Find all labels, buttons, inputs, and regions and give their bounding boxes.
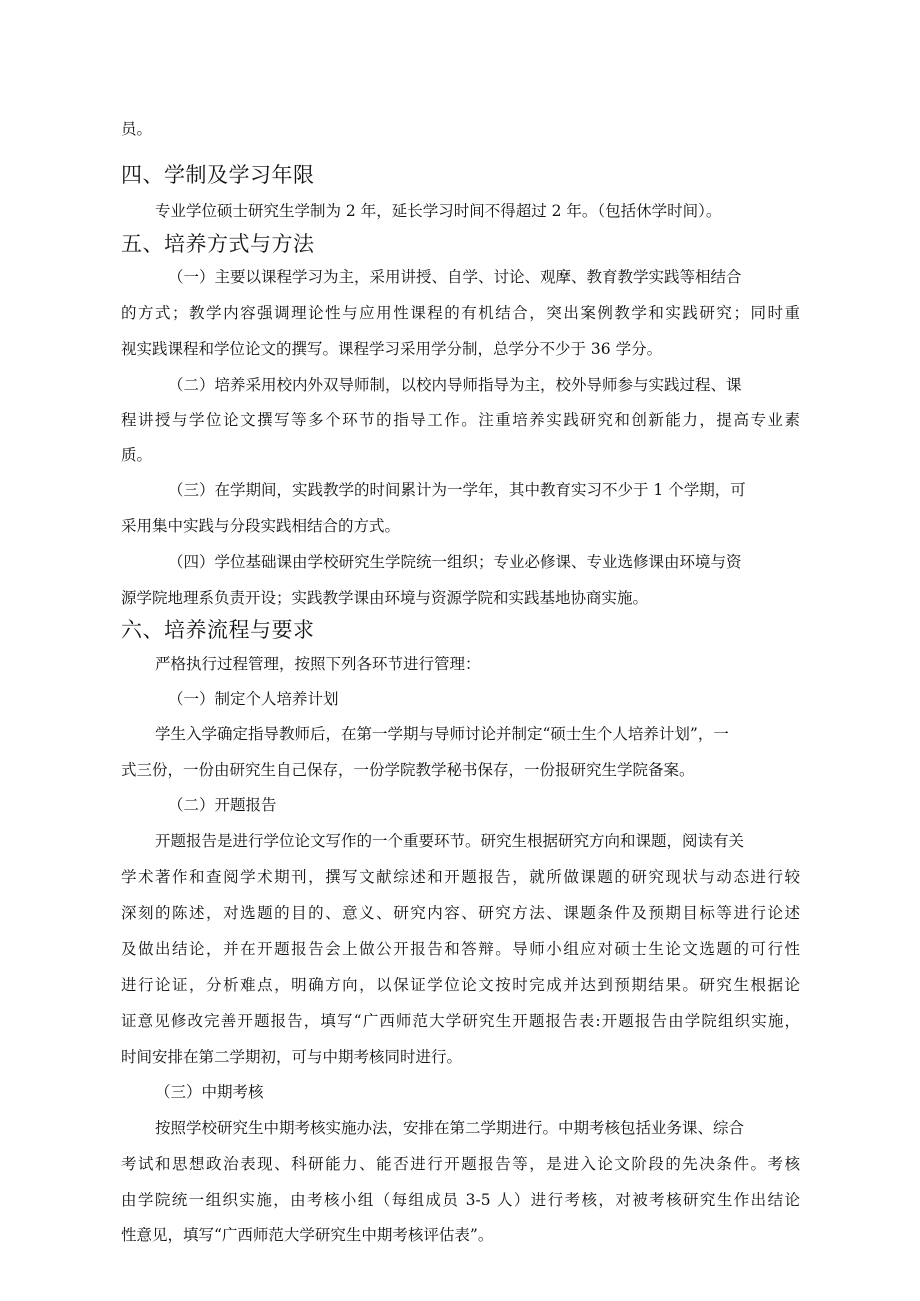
text-line: 性意见，填写“广西师范大学研究生中期考核评估表”。	[121, 1226, 494, 1244]
section-heading-5: 五、培养方式与方法	[121, 232, 315, 256]
subsection-heading: （二）开题报告	[168, 796, 277, 814]
subsection-heading: （三）中期考核	[155, 1083, 264, 1101]
text-line: 源学院地理系负责开设；实践教学课由环境与资源学院和实践基地协商实施。	[121, 589, 649, 607]
text-line: 按照学校研究生中期考核实施办法，安排在第二学期进行。中期考核包括业务课、综合	[155, 1119, 745, 1137]
text-line: （四）学位基础课由学校研究生学院统一组织；专业必修课、专业选修课由环境与资	[168, 553, 742, 571]
text-line: 式三份，一份由研究生自己保存，一份学院教学秘书保存，一份报研究生学院备案。	[121, 761, 695, 779]
text-line: 学术著作和查阅学术期刊，撰写文献综述和开题报告，就所做课题的研究现状与动态进行较	[121, 868, 800, 886]
text-line: 证意见修改完善开题报告，填写“广西师范大学研究生开题报告表:开题报告由学院组织实施，	[121, 1012, 800, 1030]
text-line: 程讲授与学位论文撰写等多个环节的指导工作。注重培养实践研究和创新能力，提高专业素	[121, 411, 800, 429]
section-heading-6: 六、培养流程与要求	[121, 618, 315, 642]
text-line: 由学院统一组织实施，由考核小组（每组成员 3-5 人）进行考核，对被考核研究生作出结论	[121, 1191, 800, 1209]
text-line: 视实践课程和学位论文的撰写。课程学习采用学分制，总学分不少于 36 学分。	[121, 340, 663, 358]
text-line: （三）在学期间，实践教学的时间累计为一学年，其中教育实习不少于 1 个学期，可	[168, 481, 746, 499]
text-line: 员。	[121, 120, 153, 138]
text-line: 的方式；教学内容强调理论性与应用性课程的有机结合，突出案例教学和实践研究；同时重	[121, 304, 800, 322]
text-line: 考试和思想政治表现、科研能力、能否进行开题报告等，是进入论文阶段的先决条件。考核	[121, 1155, 800, 1173]
text-line: （一）主要以课程学习为主，采用讲授、自学、讨论、观摩、教育教学实践等相结合	[168, 268, 742, 286]
text-line: 及做出结论，并在开题报告会上做公开报告和答辩。导师小组应对硕士生论文选题的可行性	[121, 940, 800, 958]
text-line: 严格执行过程管理，按照下列各环节进行管理：	[155, 655, 481, 673]
text-line: 时间安排在第二学期初，可与中期考核同时进行。	[121, 1048, 463, 1066]
text-line: 进行论证，分析难点，明确方向，以保证学位论文按时完成并达到预期结果。研究生根据论	[121, 976, 800, 994]
section-heading-4: 四、学制及学习年限	[121, 163, 315, 187]
text-line: 深刻的陈述，对选题的目的、意义、研究内容、研究方法、课题条件及预期目标等进行论述	[121, 904, 800, 922]
text-line: 学生入学确定指导教师后，在第一学期与导师讨论并制定“硕士生个人培养计划”，一	[155, 725, 729, 743]
subsection-heading: （一）制定个人培养计划	[168, 690, 339, 708]
text-line: 专业学位硕士研究生学制为 2 年，延长学习时间不得超过 2 年。（包括休学时间）。	[155, 202, 722, 220]
text-line: 开题报告是进行学位论文写作的一个重要环节。研究生根据研究方向和课题，阅读有关	[155, 832, 745, 850]
text-line: 质。	[121, 446, 153, 464]
text-line: （二）培养采用校内外双导师制，以校内导师指导为主，校外导师参与实践过程、课	[168, 376, 742, 394]
text-line: 采用集中实践与分段实践相结合的方式。	[121, 517, 401, 535]
